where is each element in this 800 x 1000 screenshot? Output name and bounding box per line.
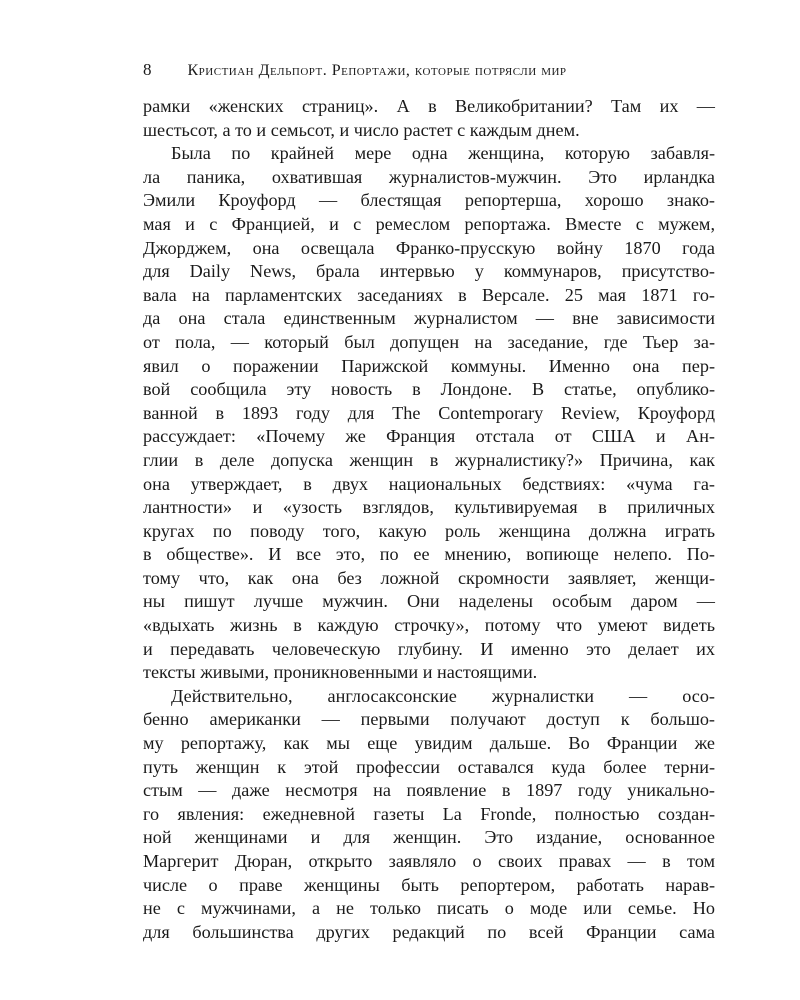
book-header: Кристиан Дельпорт. Репортажи, которые потрясли мир (187, 62, 567, 79)
paragraph (143, 95, 715, 142)
text-line: тому что, как она без ложной скромности заявляет, женщи- (143, 567, 715, 588)
text-line: глии в деле допуска женщин в журналистику?» Причина, как (143, 449, 715, 470)
text-line: «вдыхать жизнь в каждую строчку», потому что умеют видеть (143, 615, 715, 636)
text-line: ной женщинами и для женщин. Это издание, основанное (143, 827, 715, 848)
text-line: рамки «женских страниц». А в Великобритании? Там их — (143, 96, 715, 116)
text-line: в обществе». И все это, по ее мнению, вопиюще нелепо. По- (143, 544, 715, 565)
text-line: путь женщин к этой профессии оставался куда более терни- (143, 756, 715, 777)
text-line: Маргерит Дюран, открыто заявляло о своих правах — в том (143, 851, 715, 871)
text-line: кругах по поводу того, какую роль женщина должна играть (143, 520, 715, 541)
text-line: для большинства других редакций по всей Франции сама (143, 921, 715, 942)
running-head (143, 60, 723, 84)
text-line: ны пишут лучше мужчин. Они наделены особым даром — (143, 591, 715, 612)
text-line: она утверждает, в двух национальных бедствиях: «чума га- (143, 473, 715, 494)
text-line: Эмили Кроуфорд — блестящая репортерша, хорошо знако- (143, 190, 715, 211)
paragraph (143, 142, 715, 685)
text-line: Была по крайней мере одна женщина, которую забавля- (171, 143, 715, 164)
text-line: го явления: ежедневной газеты La Fronde, полностью создан- (143, 803, 715, 824)
text-line: от пола, — который был допущен на заседание, где Тьер за- (143, 331, 715, 352)
text-line: для Daily News, брала интервью у коммунаров, присутство- (143, 261, 715, 282)
text-line: и передавать человеческую глубину. И именно это делает их (143, 638, 715, 659)
paragraph (143, 685, 715, 945)
text-line: не с мужчинами, а не только писать о моде или семье. Но (143, 898, 715, 919)
text-line: рассуждает: «Почему же Франция отстала от США и Ан- (143, 426, 715, 447)
text-line: числе о праве женщины быть репортером, работать нарав- (143, 874, 715, 895)
text-line: стым — даже несмотря на появление в 1897 году уникально- (143, 780, 715, 801)
body-text (143, 95, 715, 944)
text-line: мая и с Францией, и с ремеслом репортажа. Вместе с мужем, (143, 213, 715, 234)
text-line: му репортажу, как мы еще увидим дальше. Во Франции же (143, 733, 715, 754)
text-line: Действительно, англосаксонские журналистки — осо- (171, 685, 715, 706)
text-line: явил о поражении Парижской коммуны. Именно она пер- (143, 355, 715, 376)
text-line: ванной в 1893 году для The Contemporary Review, Кроуфорд (143, 402, 715, 423)
text-line: бенно американки — первыми получают доступ к большо- (143, 709, 715, 730)
page-number: 8 (143, 60, 152, 79)
text-line: лантности» и «узость взглядов, культивируемая в приличных (143, 497, 715, 518)
text-line: вала на парламентских заседаниях в Версале. 25 мая 1871 го- (143, 284, 715, 305)
text-line: ла паника, охватившая журналистов-мужчин. Это ирландка (143, 166, 715, 187)
text-line: да она стала единственным журналистом — вне зависимости (143, 308, 715, 329)
text-line: тексты живыми, проникновенными и настоящими. (143, 662, 538, 683)
text-line: Джорджем, она освещала Франко-прусскую войну 1870 года (143, 237, 715, 258)
text-line: шестьсот, а то и семьсот, и число растет с каждым днем. (143, 119, 580, 140)
text-line: вой сообщила эту новость в Лондоне. В статье, опублико- (143, 379, 715, 400)
